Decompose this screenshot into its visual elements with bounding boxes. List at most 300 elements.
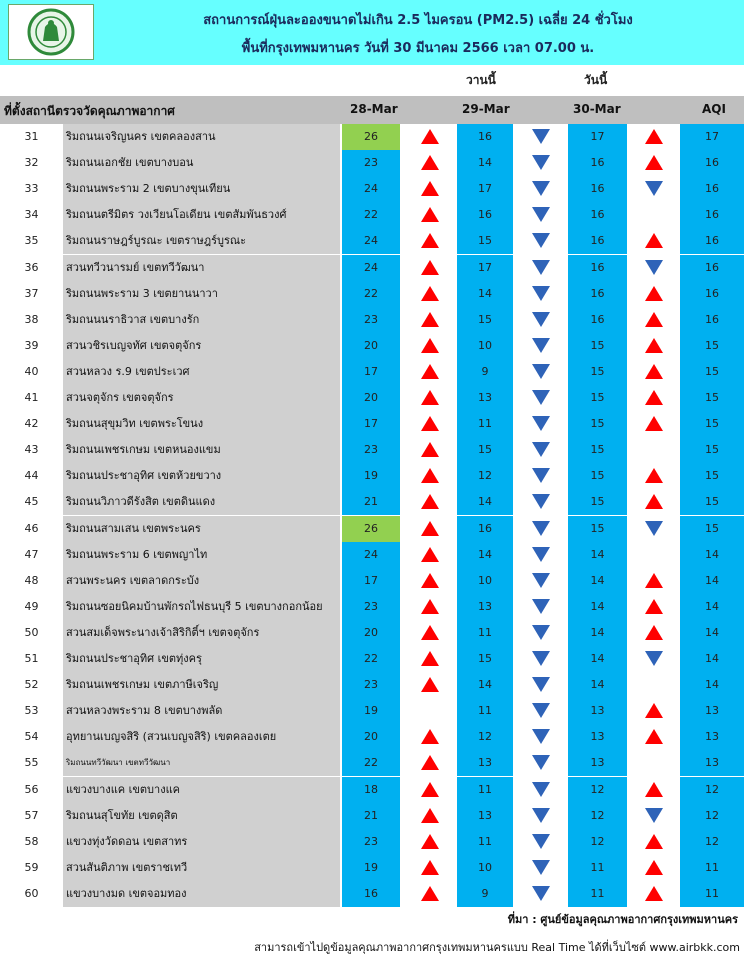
- value-28-mar: 20: [342, 620, 400, 646]
- value-30-mar: 14: [568, 542, 627, 568]
- value-29-mar: 9: [457, 359, 513, 385]
- trend-down-arrow-icon: [644, 180, 664, 197]
- value-aqi: 15: [680, 437, 744, 463]
- bma-logo: [8, 4, 94, 60]
- trend-up-arrow-icon: [420, 232, 440, 249]
- table-row: [0, 542, 744, 568]
- table-row: [0, 777, 744, 803]
- value-30-mar: 14: [568, 672, 627, 698]
- day-labels-row: [0, 65, 744, 95]
- station-name: ริมถนนเจริญนคร เขตคลองสาน: [63, 124, 340, 150]
- table-row: [0, 855, 744, 881]
- value-29-mar: 10: [457, 333, 513, 359]
- trend-up-arrow-icon: [644, 467, 664, 484]
- trend-up-arrow-icon: [420, 754, 440, 771]
- value-29-mar: 14: [457, 150, 513, 176]
- trend-down-arrow-icon: [531, 337, 551, 354]
- station-name: สวนจตุจักร เขตจตุจักร: [63, 385, 340, 411]
- value-29-mar: 16: [457, 516, 513, 542]
- station-number: 35: [24, 234, 39, 248]
- trend-up-arrow-icon: [644, 363, 664, 380]
- trend-down-arrow-icon: [531, 154, 551, 171]
- value-28-mar: 20: [342, 333, 400, 359]
- station-name: ริมถนนเพชรเกษม เขตหนองแขม: [63, 437, 340, 463]
- trend-up-arrow-icon: [420, 128, 440, 145]
- value-29-mar: 15: [457, 307, 513, 333]
- trend-up-arrow-icon: [420, 363, 440, 380]
- table-row: [0, 698, 744, 724]
- station-name: ริมถนนสุโขทัย เขตดุสิต: [63, 803, 340, 829]
- trend-down-arrow-icon: [531, 441, 551, 458]
- trend-up-arrow-icon: [420, 311, 440, 328]
- value-30-mar: 11: [568, 881, 627, 907]
- value-28-mar: 24: [342, 255, 400, 281]
- value-30-mar: 15: [568, 463, 627, 489]
- value-aqi: 14: [680, 542, 744, 568]
- station-name: สวนพระนคร เขตลาดกระบัง: [63, 568, 340, 594]
- trend-up-arrow-icon: [644, 833, 664, 850]
- value-aqi: 13: [680, 698, 744, 724]
- trend-up-arrow-icon: [420, 154, 440, 171]
- trend-down-arrow-icon: [644, 650, 664, 667]
- value-aqi: 16: [680, 176, 744, 202]
- table-row: [0, 489, 744, 515]
- table-row: [0, 620, 744, 646]
- value-aqi: 13: [680, 750, 744, 776]
- station-number: 56: [24, 782, 39, 796]
- station-name: สวนหลวงพระราม 8 เขตบางพลัด: [63, 698, 340, 724]
- trend-up-arrow-icon: [420, 259, 440, 276]
- trend-down-arrow-icon: [531, 363, 551, 380]
- station-name: ริมถนนประชาอุทิศ เขตทุ่งครุ: [63, 646, 340, 672]
- value-28-mar: 23: [342, 829, 400, 855]
- trend-down-arrow-icon: [531, 833, 551, 850]
- value-30-mar: 11: [568, 855, 627, 881]
- station-number: 40: [24, 364, 39, 378]
- value-aqi: 14: [680, 646, 744, 672]
- table-row: [0, 281, 744, 307]
- station-name: แขวงบางแค เขตบางแค: [63, 777, 340, 803]
- header-banner: [0, 0, 744, 65]
- trend-up-arrow-icon: [420, 337, 440, 354]
- station-number: 55: [24, 756, 39, 770]
- website-note: สามารถเข้าไปดูข้อมูลคุณภาพอากาศกรุงเทพมหานครแบบ Real Time ได้ที่เว็บไซต์ www.airbkk.com: [254, 941, 740, 954]
- trend-up-arrow-icon: [644, 128, 664, 145]
- table-row: [0, 333, 744, 359]
- trend-up-arrow-icon: [420, 781, 440, 798]
- value-30-mar: 16: [568, 307, 627, 333]
- value-aqi: 14: [680, 672, 744, 698]
- station-number: 44: [24, 469, 39, 483]
- value-28-mar: 21: [342, 489, 400, 515]
- station-number: 58: [24, 834, 39, 848]
- value-28-mar: 24: [342, 228, 400, 254]
- value-aqi: 14: [680, 568, 744, 594]
- value-30-mar: 15: [568, 489, 627, 515]
- value-29-mar: 16: [457, 124, 513, 150]
- station-name: สวนทวีวนารมย์ เขตทวีวัฒนา: [63, 255, 340, 281]
- table-row: [0, 568, 744, 594]
- value-28-mar: 22: [342, 281, 400, 307]
- table-row: [0, 359, 744, 385]
- trend-down-arrow-icon: [644, 520, 664, 537]
- trend-down-arrow-icon: [531, 180, 551, 197]
- value-30-mar: 16: [568, 281, 627, 307]
- trend-up-arrow-icon: [644, 728, 664, 745]
- value-28-mar: 22: [342, 750, 400, 776]
- trend-down-arrow-icon: [531, 520, 551, 537]
- station-name: ริมถนนสามเสน เขตพระนคร: [63, 516, 340, 542]
- trend-down-arrow-icon: [531, 389, 551, 406]
- station-number: 50: [24, 625, 39, 639]
- station-name: ริมถนนสุขุมวิท เขตพระโขนง: [63, 411, 340, 437]
- value-aqi: 13: [680, 724, 744, 750]
- station-number: 32: [24, 156, 39, 170]
- table-row: [0, 724, 744, 750]
- value-29-mar: 15: [457, 437, 513, 463]
- trend-down-arrow-icon: [531, 572, 551, 589]
- station-name: สวนหลวง ร.9 เขตประเวศ: [63, 359, 340, 385]
- value-29-mar: 15: [457, 646, 513, 672]
- value-aqi: 12: [680, 829, 744, 855]
- trend-down-arrow-icon: [531, 128, 551, 145]
- column-header-aqi: AQI: [702, 102, 726, 116]
- value-29-mar: 17: [457, 255, 513, 281]
- trend-up-arrow-icon: [420, 650, 440, 667]
- value-30-mar: 13: [568, 750, 627, 776]
- trend-up-arrow-icon: [420, 807, 440, 824]
- station-number: 52: [24, 678, 39, 692]
- trend-down-arrow-icon: [531, 624, 551, 641]
- column-header-station: ที่ตั้งสถานีตรวจวัดคุณภาพอากาศ: [4, 104, 175, 118]
- column-header-row: [0, 96, 744, 124]
- trend-up-arrow-icon: [644, 859, 664, 876]
- table-row: [0, 672, 744, 698]
- trend-up-arrow-icon: [644, 285, 664, 302]
- station-name: ริมถนนพระราม 6 เขตพญาไท: [63, 542, 340, 568]
- value-28-mar: 23: [342, 437, 400, 463]
- table-row: [0, 881, 744, 907]
- value-30-mar: 14: [568, 620, 627, 646]
- trend-up-arrow-icon: [644, 885, 664, 902]
- value-28-mar: 19: [342, 463, 400, 489]
- value-28-mar: 17: [342, 359, 400, 385]
- trend-up-arrow-icon: [644, 702, 664, 719]
- value-aqi: 15: [680, 411, 744, 437]
- value-aqi: 16: [680, 150, 744, 176]
- value-30-mar: 14: [568, 594, 627, 620]
- trend-up-arrow-icon: [420, 728, 440, 745]
- value-29-mar: 14: [457, 489, 513, 515]
- station-number: 57: [24, 808, 39, 822]
- trend-down-arrow-icon: [531, 702, 551, 719]
- trend-down-arrow-icon: [531, 754, 551, 771]
- trend-up-arrow-icon: [420, 441, 440, 458]
- trend-down-arrow-icon: [531, 781, 551, 798]
- table-row: [0, 750, 744, 776]
- value-28-mar: 17: [342, 568, 400, 594]
- trend-down-arrow-icon: [531, 493, 551, 510]
- title-line-1: สถานการณ์ฝุ่นละอองขนาดไม่เกิน 2.5 ไมครอน (PM2.5) เฉลี่ย 24 ชั่วโมง: [203, 13, 633, 28]
- value-28-mar: 19: [342, 698, 400, 724]
- table-row: [0, 124, 744, 150]
- value-30-mar: 16: [568, 202, 627, 228]
- table-row: [0, 594, 744, 620]
- station-number: 47: [24, 547, 39, 561]
- table-row: [0, 228, 744, 254]
- station-number: 54: [24, 730, 39, 744]
- trend-up-arrow-icon: [644, 598, 664, 615]
- value-aqi: 12: [680, 777, 744, 803]
- trend-up-arrow-icon: [420, 833, 440, 850]
- station-name: ริมถนนวิภาวดีรังสิต เขตดินแดง: [63, 489, 340, 515]
- value-28-mar: 23: [342, 594, 400, 620]
- value-30-mar: 15: [568, 516, 627, 542]
- value-28-mar: 16: [342, 881, 400, 907]
- station-number: 51: [24, 652, 39, 665]
- value-29-mar: 17: [457, 176, 513, 202]
- trend-down-arrow-icon: [531, 546, 551, 563]
- trend-up-arrow-icon: [420, 285, 440, 302]
- trend-up-arrow-icon: [420, 676, 440, 693]
- trend-up-arrow-icon: [420, 546, 440, 563]
- value-30-mar: 15: [568, 333, 627, 359]
- value-29-mar: 10: [457, 568, 513, 594]
- trend-down-arrow-icon: [531, 859, 551, 876]
- station-name: อุทยานเบญจสิริ (สวนเบญจสิริ) เขตคลองเตย: [63, 724, 340, 750]
- station-name: สวนวชิรเบญจทัศ เขตจตุจักร: [63, 333, 340, 359]
- yesterday-label: วานนี้: [466, 73, 496, 87]
- table-row: [0, 829, 744, 855]
- value-28-mar: 22: [342, 202, 400, 228]
- station-name: สวนสันติภาพ เขตราชเทวี: [63, 855, 340, 881]
- table-row: [0, 411, 744, 437]
- value-28-mar: 20: [342, 724, 400, 750]
- value-29-mar: 10: [457, 855, 513, 881]
- value-30-mar: 15: [568, 385, 627, 411]
- trend-down-arrow-icon: [531, 206, 551, 223]
- table-row: [0, 202, 744, 228]
- value-30-mar: 13: [568, 724, 627, 750]
- value-aqi: 15: [680, 333, 744, 359]
- trend-down-arrow-icon: [644, 807, 664, 824]
- value-aqi: 16: [680, 202, 744, 228]
- trend-up-arrow-icon: [420, 415, 440, 432]
- station-number: 45: [24, 495, 39, 509]
- trend-up-arrow-icon: [420, 493, 440, 510]
- value-30-mar: 15: [568, 411, 627, 437]
- station-name: ริมถนนพระราม 3 เขตยานนาวา: [63, 281, 340, 307]
- station-name: ริมถนนตรีมิตร วงเวียนโอเดียน เขตสัมพันธวงศ์: [63, 202, 340, 228]
- value-30-mar: 16: [568, 228, 627, 254]
- table-row: [0, 463, 744, 489]
- table-row: [0, 646, 744, 672]
- station-name: ริมถนนราษฎร์บูรณะ เขตราษฎร์บูรณะ: [63, 228, 340, 254]
- value-29-mar: 11: [457, 411, 513, 437]
- trend-down-arrow-icon: [644, 259, 664, 276]
- value-28-mar: 24: [342, 176, 400, 202]
- value-aqi: 16: [680, 281, 744, 307]
- value-aqi: 16: [680, 228, 744, 254]
- value-29-mar: 13: [457, 750, 513, 776]
- table-row: [0, 307, 744, 333]
- trend-up-arrow-icon: [420, 572, 440, 589]
- trend-up-arrow-icon: [420, 467, 440, 484]
- value-29-mar: 11: [457, 777, 513, 803]
- station-name: ริมถนนพระราม 2 เขตบางขุนเทียน: [63, 176, 340, 202]
- value-30-mar: 14: [568, 568, 627, 594]
- station-name: ริมถนนทวีวัฒนา เขตทวีวัฒนา: [63, 750, 340, 776]
- table-row: [0, 516, 744, 542]
- station-name: แขวงทุ่งวัดดอน เขตสาทร: [63, 829, 340, 855]
- value-30-mar: 12: [568, 777, 627, 803]
- value-aqi: 15: [680, 516, 744, 542]
- value-30-mar: 13: [568, 698, 627, 724]
- value-29-mar: 11: [457, 620, 513, 646]
- value-29-mar: 14: [457, 672, 513, 698]
- trend-down-arrow-icon: [531, 232, 551, 249]
- value-30-mar: 15: [568, 359, 627, 385]
- station-name: ริมถนนซอยนิคมบ้านพักรถไฟธนบุรี 5 เขตบางกอกน้อย: [63, 594, 340, 620]
- value-29-mar: 11: [457, 829, 513, 855]
- value-29-mar: 12: [457, 724, 513, 750]
- trend-down-arrow-icon: [531, 259, 551, 276]
- station-number: 33: [24, 182, 39, 196]
- today-label: วันนี้: [584, 73, 608, 87]
- station-name: สวนสมเด็จพระนางเจ้าสิริกิติ์ฯ เขตจตุจักร: [63, 620, 340, 646]
- station-number: 53: [24, 704, 39, 718]
- value-29-mar: 9: [457, 881, 513, 907]
- table-row: [0, 803, 744, 829]
- station-number: 37: [24, 286, 39, 300]
- trend-up-arrow-icon: [420, 389, 440, 406]
- value-30-mar: 16: [568, 150, 627, 176]
- value-28-mar: 24: [342, 542, 400, 568]
- trend-up-arrow-icon: [420, 624, 440, 641]
- station-number: 34: [24, 208, 39, 222]
- value-28-mar: 20: [342, 385, 400, 411]
- trend-down-arrow-icon: [531, 676, 551, 693]
- station-number: 59: [24, 860, 39, 874]
- value-28-mar: 22: [342, 646, 400, 672]
- value-29-mar: 13: [457, 803, 513, 829]
- trend-down-arrow-icon: [531, 285, 551, 302]
- value-30-mar: 15: [568, 437, 627, 463]
- station-number: 48: [24, 573, 39, 587]
- trend-up-arrow-icon: [644, 389, 664, 406]
- trend-up-arrow-icon: [644, 232, 664, 249]
- trend-down-arrow-icon: [531, 415, 551, 432]
- value-aqi: 17: [680, 124, 744, 150]
- station-number: 31: [24, 130, 39, 143]
- value-30-mar: 17: [568, 124, 627, 150]
- trend-down-arrow-icon: [531, 807, 551, 824]
- station-number: 43: [24, 443, 39, 457]
- station-number: 42: [24, 417, 39, 431]
- trend-up-arrow-icon: [420, 598, 440, 615]
- trend-up-arrow-icon: [644, 337, 664, 354]
- trend-down-arrow-icon: [531, 311, 551, 328]
- table-row: [0, 150, 744, 176]
- title-line-2: พื้นที่กรุงเทพมหานคร วันที่ 30 มีนาคม 2566 เวลา 07.00 น.: [241, 41, 595, 56]
- value-28-mar: 18: [342, 777, 400, 803]
- station-name: ริมถนนเพชรเกษม เขตภาษีเจริญ: [63, 672, 340, 698]
- station-number: 46: [24, 521, 39, 535]
- value-28-mar: 23: [342, 150, 400, 176]
- source-note: ที่มา : ศูนย์ข้อมูลคุณภาพอากาศกรุงเทพมหานคร: [507, 913, 738, 926]
- value-29-mar: 13: [457, 385, 513, 411]
- station-number: 39: [24, 338, 39, 352]
- value-aqi: 15: [680, 359, 744, 385]
- trend-up-arrow-icon: [644, 311, 664, 328]
- column-header-28-mar: 28-Mar: [350, 102, 398, 116]
- value-aqi: 15: [680, 489, 744, 515]
- trend-up-arrow-icon: [420, 180, 440, 197]
- trend-up-arrow-icon: [644, 572, 664, 589]
- table-row: [0, 255, 744, 281]
- value-28-mar: 26: [342, 516, 400, 542]
- value-29-mar: 13: [457, 594, 513, 620]
- value-aqi: 11: [680, 881, 744, 907]
- station-number: 41: [24, 391, 39, 404]
- value-30-mar: 12: [568, 829, 627, 855]
- value-29-mar: 14: [457, 542, 513, 568]
- table-row: [0, 437, 744, 463]
- value-28-mar: 19: [342, 855, 400, 881]
- value-30-mar: 12: [568, 803, 627, 829]
- trend-up-arrow-icon: [644, 624, 664, 641]
- value-aqi: 12: [680, 803, 744, 829]
- station-name: ริมถนนประชาอุทิศ เขตห้วยขวาง: [63, 463, 340, 489]
- value-aqi: 14: [680, 594, 744, 620]
- column-header-30-mar: 30-Mar: [573, 102, 621, 116]
- table-row: [0, 176, 744, 202]
- trend-up-arrow-icon: [644, 493, 664, 510]
- trend-up-arrow-icon: [420, 885, 440, 902]
- value-28-mar: 21: [342, 803, 400, 829]
- value-aqi: 15: [680, 463, 744, 489]
- value-28-mar: 23: [342, 307, 400, 333]
- column-header-29-mar: 29-Mar: [462, 102, 510, 116]
- station-name: แขวงบางมด เขตจอมทอง: [63, 881, 340, 907]
- value-30-mar: 16: [568, 176, 627, 202]
- value-29-mar: 16: [457, 202, 513, 228]
- trend-down-arrow-icon: [531, 728, 551, 745]
- station-name: ริมถนนนราธิวาส เขตบางรัก: [63, 307, 340, 333]
- trend-up-arrow-icon: [644, 781, 664, 798]
- value-29-mar: 14: [457, 281, 513, 307]
- value-29-mar: 15: [457, 228, 513, 254]
- trend-up-arrow-icon: [644, 415, 664, 432]
- station-name: ริมถนนเอกชัย เขตบางบอน: [63, 150, 340, 176]
- trend-down-arrow-icon: [531, 598, 551, 615]
- trend-down-arrow-icon: [531, 467, 551, 484]
- value-29-mar: 12: [457, 463, 513, 489]
- value-29-mar: 11: [457, 698, 513, 724]
- value-aqi: 16: [680, 255, 744, 281]
- value-aqi: 11: [680, 855, 744, 881]
- station-number: 60: [24, 886, 39, 900]
- value-28-mar: 23: [342, 672, 400, 698]
- station-number: 36: [24, 260, 39, 274]
- trend-up-arrow-icon: [420, 206, 440, 223]
- table-row: [0, 385, 744, 411]
- trend-up-arrow-icon: [420, 859, 440, 876]
- value-28-mar: 26: [342, 124, 400, 150]
- trend-up-arrow-icon: [420, 520, 440, 537]
- value-28-mar: 17: [342, 411, 400, 437]
- value-30-mar: 16: [568, 255, 627, 281]
